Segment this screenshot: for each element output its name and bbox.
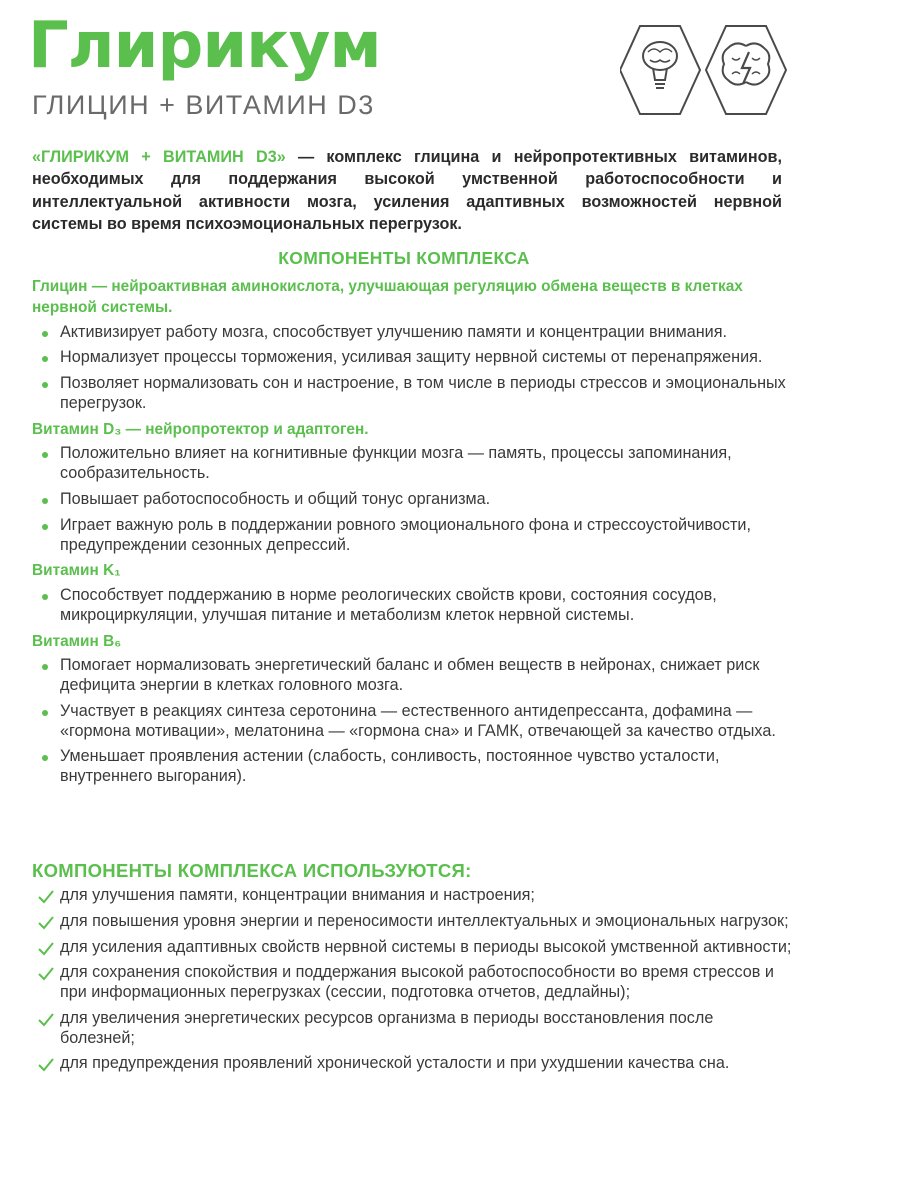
uses-list: [32, 886, 792, 1080]
component-heading-vitamin-d3: Витамин D₃ — нейропротектор и адаптоген.: [32, 420, 369, 438]
component-heading-vitamin-b6: Витамин B₆: [32, 632, 122, 650]
list-item: Положительно влияет на когнитивные функции мозга — память, процессы запоминания, сообразительность.: [32, 444, 792, 484]
bullet-dot-icon: [42, 382, 48, 388]
product-title: Глирикум: [28, 9, 381, 83]
list-item: Способствует поддержанию в норме реологических свойств крови, состояния сосудов, микроциркуляции, улучшая питание и метаболизм клеток нервной системы.: [32, 586, 792, 626]
checkmark-icon: [38, 942, 54, 956]
header-icons: [620, 22, 790, 118]
brain-lightning-icon: [706, 26, 786, 114]
bullet-dot-icon: [42, 452, 48, 458]
component-heading-glycine: Глицин — нейроактивная аминокислота, улучшающая регуляцию обмена веществ в клетках нервной системы.: [32, 278, 743, 316]
list-item: Активизирует работу мозга, способствует улучшению памяти и концентрации внимания.: [32, 323, 792, 343]
list-item: для повышения уровня энергии и переносимости интеллектуальных и эмоциональных нагрузок;: [32, 912, 792, 932]
list-item: для сохранения спокойствия и поддержания высокой работоспособности во время стрессов и при информационных перегрузках (сессии, подготовка отчетов, дедлайны);: [32, 963, 792, 1003]
brain-lightbulb-icon: [620, 26, 700, 114]
list-item: для улучшения памяти, концентрации внимания и настроения;: [32, 886, 792, 906]
bullet-dot-icon: [42, 710, 48, 716]
intro-lead: «ГЛИРИКУМ + ВИТАМИН D3»: [32, 148, 286, 166]
bullet-dot-icon: [42, 755, 48, 761]
list-item: Позволяет нормализовать сон и настроение, в том числе в периоды стрессов и эмоциональных перегрузок.: [32, 374, 792, 414]
bullet-dot-icon: [42, 594, 48, 600]
component-heading-vitamin-k1: Витамин K₁: [32, 562, 121, 580]
list-item: Играет важную роль в поддержании ровного эмоционального фона и стрессоустойчивости, предупреждении сезонных депрессий.: [32, 516, 792, 556]
checkmark-icon: [38, 890, 54, 904]
intro-text: — комплекс глицина и нейропротективных витаминов, необходимых для поддержания высокой умственной работоспособности и интеллектуальной активности мозга, усиления адаптивных возможностей нервной системы во время психоэмоциональных перегрузок.: [32, 148, 783, 234]
list-item: Повышает работоспособность и общий тонус организма.: [32, 490, 792, 510]
checkmark-icon: [38, 1013, 54, 1027]
list-item: для усиления адаптивных свойств нервной системы в периоды высокой умственной активности;: [32, 938, 792, 958]
list-item: Помогает нормализовать энергетический баланс и обмен веществ в нейронах, снижает риск дефицита энергии в клетках головного мозга.: [32, 656, 792, 696]
product-subtitle: ГЛИЦИН + ВИТАМИН D3: [32, 90, 375, 120]
checkmark-icon: [38, 916, 54, 930]
bullet-dot-icon: [42, 331, 48, 337]
list-item: для предупреждения проявлений хронической усталости и при ухудшении качества сна.: [32, 1054, 792, 1074]
bullet-dot-icon: [42, 498, 48, 504]
intro-paragraph: [32, 146, 782, 235]
components-list: [32, 277, 792, 793]
checkmark-icon: [38, 1058, 54, 1072]
list-item: Нормализует процессы торможения, усиливая защиту нервной системы от перенапряжения.: [32, 348, 792, 368]
bullet-dot-icon: [42, 664, 48, 670]
bullet-dot-icon: [42, 524, 48, 530]
list-item: для увеличения энергетических ресурсов организма в периоды восстановления после болезней;: [32, 1009, 792, 1049]
bullet-dot-icon: [42, 356, 48, 362]
components-heading: КОМПОНЕНТЫ КОМПЛЕКСА: [278, 248, 530, 268]
list-item: Уменьшает проявления астении (слабость, сонливость, постоянное чувство усталости, внутреннего выгорания).: [32, 747, 792, 787]
uses-heading: КОМПОНЕНТЫ КОМПЛЕКСА ИСПОЛЬЗУЮТСЯ:: [32, 860, 472, 881]
checkmark-icon: [38, 967, 54, 981]
list-item: Участвует в реакциях синтеза серотонина — естественного антидепрессанта, дофамина — «гормона мотивации», мелатонина — «гормона сна» и ГАМК, отвечающей за качество отдыха.: [32, 702, 792, 742]
